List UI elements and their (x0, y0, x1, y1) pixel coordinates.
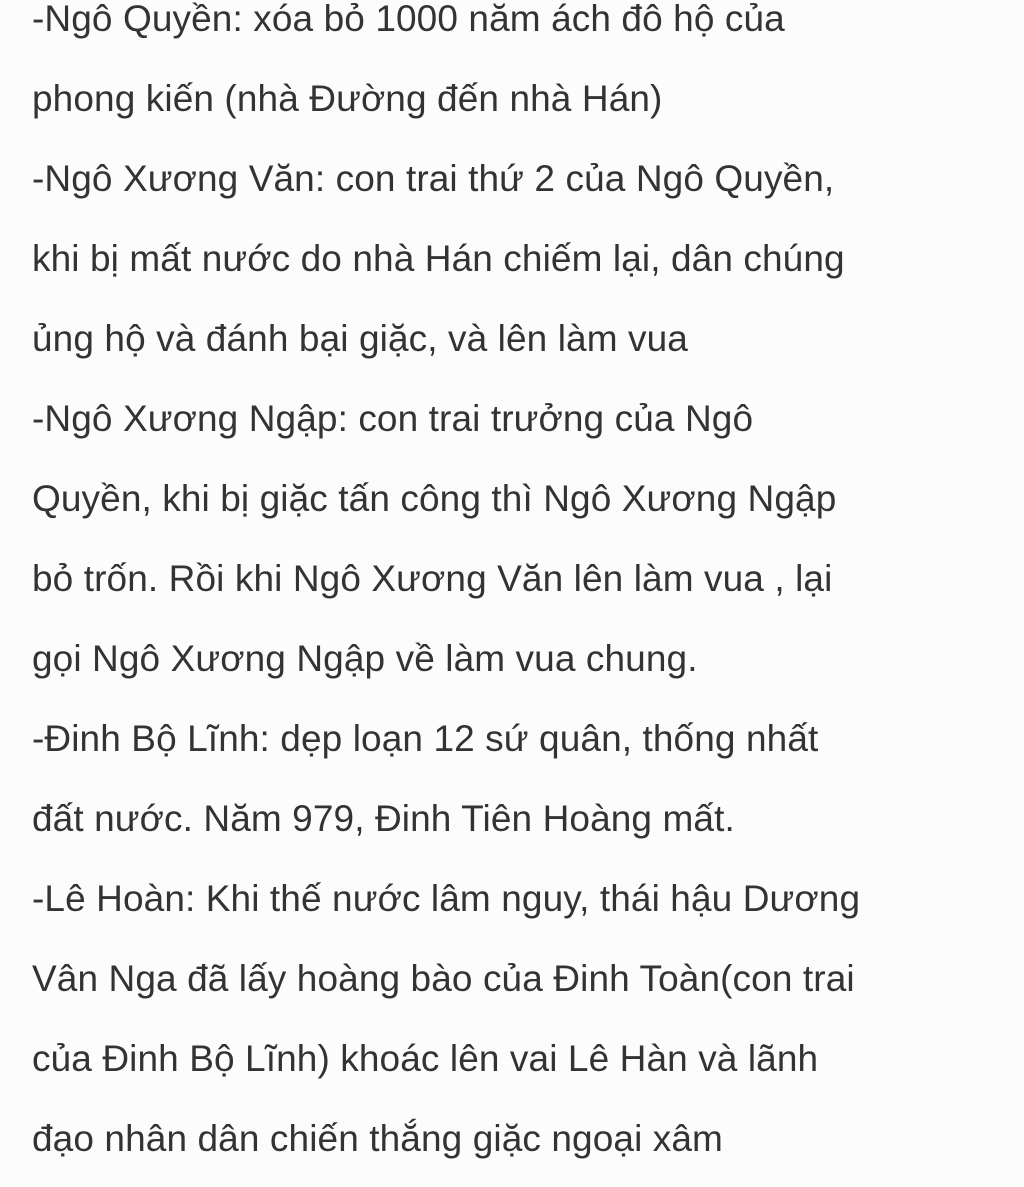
text-line: của Đinh Bộ Lĩnh) khoác lên vai Lê Hàn và lãnh (32, 1038, 819, 1079)
text-line: -Ngô Quyền: xóa bỏ 1000 năm ách đô hộ của (32, 0, 785, 39)
text-line: -Ngô Xương Văn: con trai thứ 2 của Ngô Quyền, (32, 158, 835, 199)
text-line: bỏ trốn. Rồi khi Ngô Xương Văn lên làm vua , lại (32, 558, 833, 599)
text-line: Quyền, khi bị giặc tấn công thì Ngô Xương Ngập (32, 478, 837, 519)
text-line: khi bị mất nước do nhà Hán chiếm lại, dân chúng (32, 238, 845, 279)
text-line: -Ngô Xương Ngập: con trai trưởng của Ngô (32, 398, 754, 439)
text-line: phong kiến (nhà Đường đến nhà Hán) (32, 78, 663, 119)
text-line: gọi Ngô Xương Ngập về làm vua chung. (32, 638, 698, 679)
text-line: đạo nhân dân chiến thắng giặc ngoại xâm (32, 1118, 723, 1159)
text-line: -Đinh Bộ Lĩnh: dẹp loạn 12 sứ quân, thống nhất (32, 718, 819, 759)
text-line: Vân Nga đã lấy hoàng bào của Đinh Toàn(con trai (32, 958, 855, 999)
text-line: -Lê Hoàn: Khi thế nước lâm nguy, thái hậu Dương (32, 878, 861, 919)
text-line: ủng hộ và đánh bại giặc, và lên làm vua (32, 318, 688, 359)
text-line: đất nước. Năm 979, Đinh Tiên Hoàng mất. (32, 798, 735, 839)
